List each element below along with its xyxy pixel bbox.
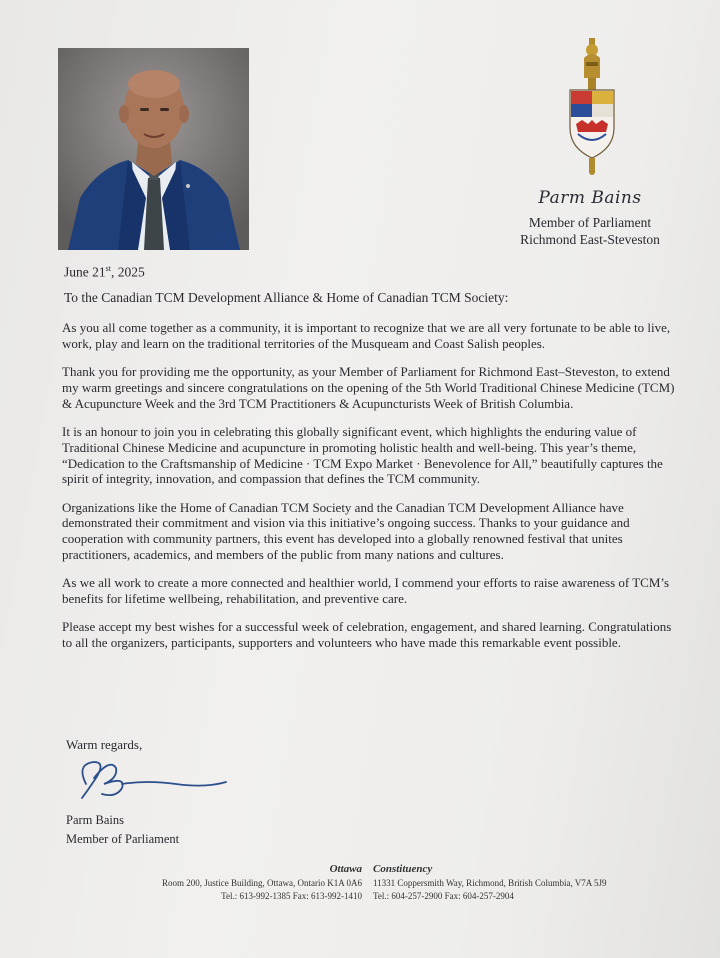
footer-ottawa-phone: Tel.: 613-992-1385 Fax: 613-992-1410 — [221, 891, 362, 901]
footer-constituency-heading: Constituency — [373, 863, 433, 875]
paragraph: Please accept my best wishes for a successful week of celebration, engagement, and shared learning. Congratulations to all the organizers, participants, supporters and volunteers who have made this remarkable event possible. — [62, 619, 672, 651]
paragraph: Thank you for providing me the opportunity, as your Member of Parliament for Richmond East–Steveston, to extend my warm greetings and sincere congratulations on the opening of the 5th World Traditional Chinese Medicine (TCM) & Acupuncture Week and the 3rd TCM Practitioners & Acupuncturists Week of British Columbia. — [62, 364, 675, 411]
signer-block — [66, 811, 179, 849]
paragraph: As you all come together as a community, it is important to recognize that we are all very fortunate to be able to live, work, play and learn on the traditional territories of the Musqueam and Coast Salish peoples. — [62, 320, 671, 351]
letter-date — [64, 264, 145, 281]
closing: Warm regards, — [66, 737, 143, 752]
letterhead-title-line2: Richmond East-Steveston — [520, 232, 660, 247]
footer-constituency — [373, 862, 693, 903]
letter-body — [62, 320, 682, 664]
signer-title: Member of Parliament — [66, 832, 180, 846]
date-day-month: June 21 — [64, 264, 106, 280]
signer-name: Parm Bains — [66, 813, 124, 827]
paragraph: Organizations like the Home of Canadian TCM Society and the Canadian TCM Development Alliance have demonstrated their commitment and vision via this initiative’s ongoing success. Thanks to your guidance and cooperation with community partners, this event has developed into a globally renowned festival that unites practitioners, academics, and members of the public from many nations and cultures. — [62, 499, 630, 563]
date-suffix: st — [105, 264, 111, 273]
footer-ottawa-address: Room 200, Justice Building, Ottawa, Ontario K1A 0A6 — [162, 878, 362, 888]
letterhead-signature-name: Parm Bains — [538, 188, 642, 208]
letterhead-title-line1: Member of Parliament — [528, 215, 652, 230]
portrait-photo — [58, 48, 249, 250]
footer-constituency-phone: Tel.: 604-257-2900 Fax: 604-257-2904 — [373, 891, 514, 901]
handwritten-signature — [66, 754, 236, 806]
date-year: , 2025 — [110, 264, 145, 280]
footer-constituency-address: 11331 Coppersmith Way, Richmond, British Columbia, V7A 5J9 — [373, 878, 607, 888]
salutation: To the Canadian TCM Development Alliance & Home of Canadian TCM Society: — [64, 290, 509, 305]
letterhead-title — [505, 214, 675, 248]
paragraph: It is an honour to join you in celebrating this globally significant event, which highlights the enduring value of Traditional Chinese Medicine and acupuncture in promoting holistic health and well-being. This year’s theme, “Dedication to the Craftsmanship of Medicine · TCM Expo Market · Benevolence for All,” beautifully captures the spirit of integrity, innovation, and compassion that defines the TCM community. — [62, 423, 663, 487]
parliament-crest-icon — [562, 36, 622, 176]
footer-ottawa-heading: Ottawa — [329, 863, 362, 875]
footer-ottawa — [80, 862, 362, 903]
paragraph: As we all work to create a more connected and healthier world, I commend your efforts to raise awareness of TCM’s benefits for lifetime wellbeing, rehabilitation, and preventive care. — [62, 575, 670, 607]
